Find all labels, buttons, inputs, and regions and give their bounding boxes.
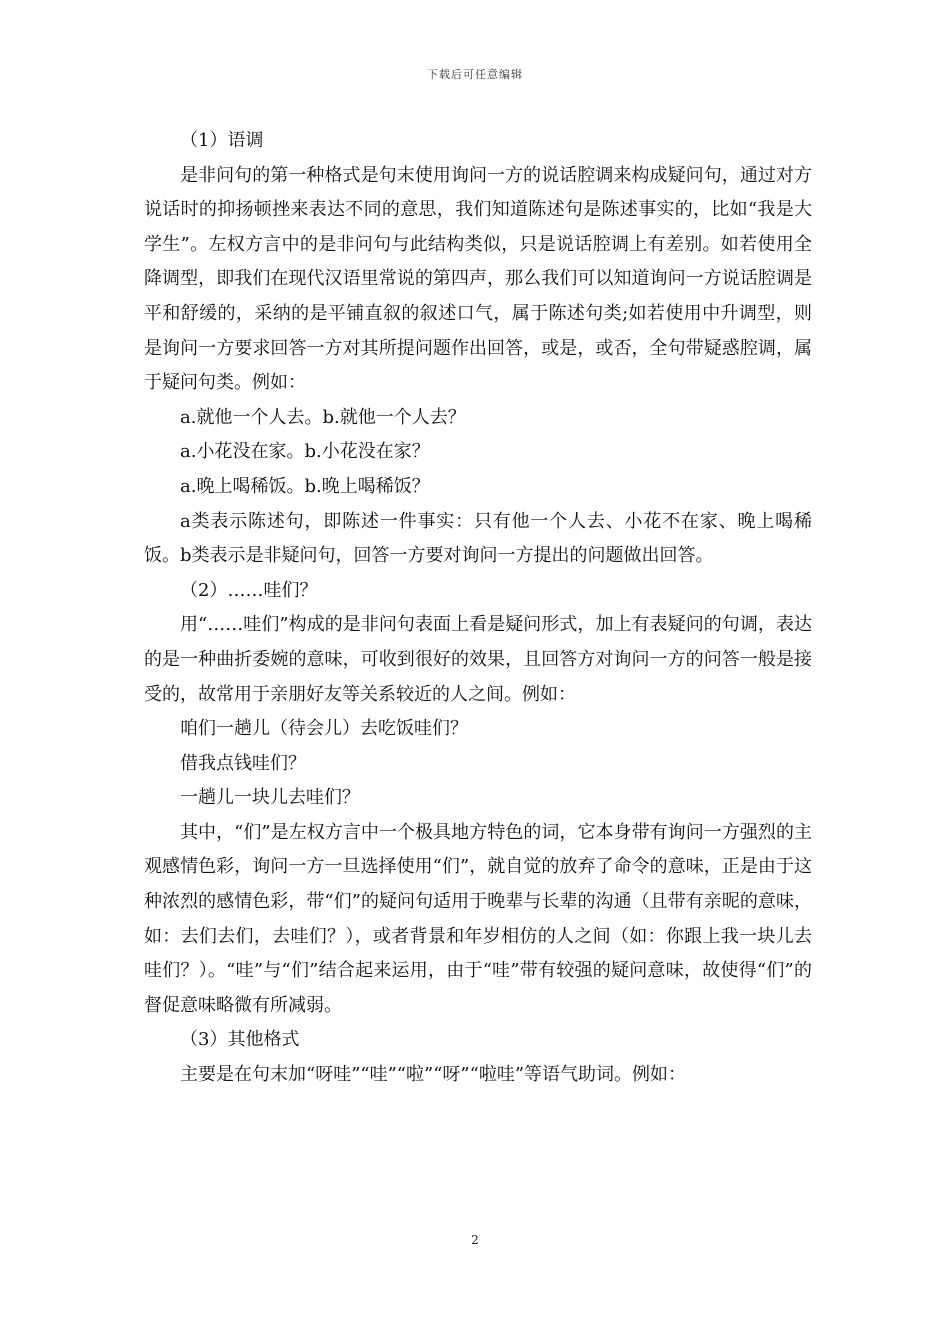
page-number: 2: [471, 1233, 479, 1247]
document-body: [144, 124, 812, 1093]
example-line: 一趟儿一块儿去哇们？: [180, 787, 360, 809]
paragraph: a类表示陈述句，即陈述一件事实：只有他一个人去、小花不在家、晚上喝稀饭。b类表示是非疑问句，回答一方要对询问一方提出的问题做出回答。: [144, 510, 812, 567]
paragraph: 其中，“们”是左权方言中一个极具地方特色的词，它本身带有询问一方强烈的主观感情色彩，询问一方一旦选择使用“们”，就自觉的放弃了命令的意味，正是由于这种浓烈的感情色彩，带“们”的疑问句适用于晚辈与长辈的沟通（且带有亲昵的意味，如：去们去们，去哇们？），或者背景和年岁相仿的人之间（如：你跟上我一块儿去哇们？）。“哇”与“们”结合起来运用，由于“哇”带有较强的疑问意味，故使得“们”的督促意味略微有所减弱。: [144, 821, 812, 1016]
section-heading-other-formats: （3）其他格式: [180, 1029, 300, 1051]
paragraph: 是非问句的第一种格式是句末使用询问一方的说话腔调来构成疑问句，通过对方说话时的抑扬顿挫来表达不同的意思，我们知道陈述句是陈述事实的，比如“我是大学生”。左权方言中的是非问句与此结构类似，只是说话腔调上有差别。如若使用全降调型，即我们在现代汉语里常说的第四声，那么我们可以知道询问一方说话腔调是平和舒缓的，采纳的是平铺直叙的叙述口气，属于陈述句类;如若使用中升调型，则是询问一方要求回答一方对其所提问题作出回答，或是，或否，全句带疑惑腔调，属于疑问句类。例如：: [144, 164, 812, 394]
example-line: 借我点钱哇们？: [180, 752, 306, 774]
section-heading-intonation: （1）语调: [180, 130, 264, 151]
example-line: a.小花没在家。b.小花没在家？: [180, 441, 430, 463]
example-line: 咱们一趟儿（待会儿）去吃饭哇们？: [180, 718, 468, 740]
section-heading-wamen: （2）……哇们？: [180, 579, 318, 601]
example-line: a.就他一个人去。b.就他一个人去？: [180, 406, 466, 428]
paragraph: 用“……哇们”构成的是非问句表面上看是疑问形式，加上有表疑问的句调，表达的是一种曲折委婉的意味，可收到很好的效果，且回答方对询问一方的问答一般是接受的，故常用于亲朋好友等关系较近的人之间。例如：: [144, 614, 812, 705]
page-header: 下载后可任意编辑: [427, 68, 523, 81]
example-line: a.晚上喝稀饭。b.晚上喝稀饭？: [180, 475, 430, 497]
paragraph: 主要是在句末加“呀哇”“哇”“啦”“呀”“啦哇”等语气助词。例如：: [180, 1064, 687, 1086]
